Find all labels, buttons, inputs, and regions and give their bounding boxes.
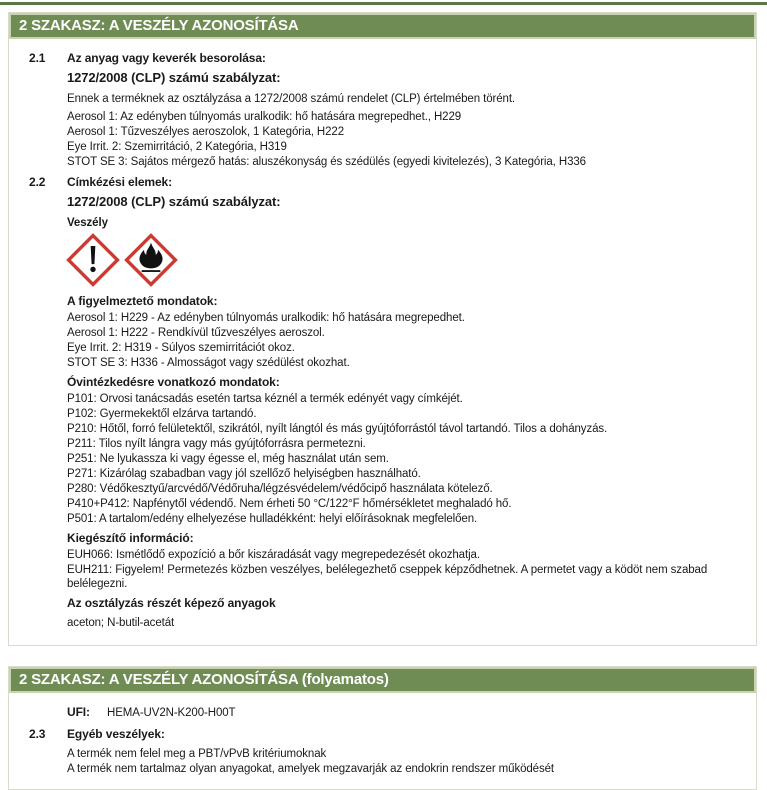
clp-regulation-subheading: 1272/2008 (CLP) számú szabályzat: <box>67 70 281 85</box>
clp-regulation-subheading: 1272/2008 (CLP) számú szabályzat: <box>67 194 281 209</box>
hazard-statement: Aerosol 1: H222 - Rendkívül tűzveszélyes aeroszol. <box>67 327 325 339</box>
subsection-number: 2.3 <box>29 727 46 741</box>
section-gap <box>0 646 767 659</box>
section-header-bar: 2 SZAKASZ: A VESZÉLY AZONOSÍTÁSA <box>9 13 756 39</box>
precautionary-statement: P251: Ne lyukassza ki vagy égesse el, még használat után sem. <box>67 453 389 465</box>
classification-intro: Ennek a terméknek az osztályzása a 1272/2008 számú rendelet (CLP) értelmében törént. <box>67 93 516 105</box>
classification-substances-heading: Az osztályzás részét képező anyagok <box>67 596 276 610</box>
ghs02-flame-icon <box>125 234 177 286</box>
classification-line: Eye Irrit. 2: Szemirritáció, 2 Kategória, H319 <box>67 141 287 153</box>
supplemental-statement: EUH211: Figyelem! Permetezés közben veszélyes, belélegezhető cseppek képződhetnek. A permetet vagy a ködöt nem szabad belélegezni. <box>67 564 708 590</box>
subsection-2-3-title: Egyéb veszélyek: <box>67 727 165 741</box>
other-hazard-line: A termék nem tartalmaz olyan anyagokat, amelyek megzavarják az endokrin rendszer működését <box>67 763 555 775</box>
section-2-hazard-identification <box>8 12 757 646</box>
hazard-statements-heading: A figyelmeztető mondatok: <box>67 294 218 308</box>
subsection-number: 2.1 <box>29 51 46 65</box>
page-top-rule <box>0 2 767 5</box>
precautionary-statement: P101: Orvosi tanácsadás esetén tartsa kéznél a termék edényét vagy címkéjét. <box>67 393 463 405</box>
classification-line: Aerosol 1: Tűzveszélyes aeroszolok, 1 Kategória, H222 <box>67 126 345 138</box>
classification-line: STOT SE 3: Sajátos mérgező hatás: aluszékonyság és szédülés (egyedi kivitelezés), 3 Kategória, H336 <box>67 156 586 168</box>
ufi-label: UFI: <box>67 705 90 719</box>
ufi-row <box>9 705 746 720</box>
subsection-2-3 <box>9 727 746 776</box>
precautionary-statement: P271: Kizárólag szabadban vagy jól szellőző helyiségben használható. <box>67 468 421 480</box>
precautionary-statement: P102: Gyermekektől elzárva tartandó. <box>67 408 257 420</box>
supplemental-statement: EUH066: Ismétlődő expozíció a bőr kiszáradását vagy megrepedezését okozhatja. <box>67 549 480 561</box>
hazard-statement: Aerosol 1: H229 - Az edényben túlnyomás uralkodik: hő hatására megrepedhet. <box>67 312 465 324</box>
ufi-value: HEMA-UV2N-K200-H00T <box>107 707 236 719</box>
section-1-content <box>9 39 756 645</box>
precautionary-statements-heading: Óvintézkedésre vonatkozó mondatok: <box>67 375 280 389</box>
precautionary-statement: P210: Hőtől, forró felületektől, szikrától, nyílt lángtól és más gyújtóforrástól távol tartandó. Tilos a dohányzás. <box>67 423 608 435</box>
subsection-2-2 <box>9 175 746 630</box>
precautionary-statement: P280: Védőkesztyű/arcvédő/Védőruha/légzésvédelem/védőcipő használata kötelező. <box>67 483 493 495</box>
subsection-number: 2.2 <box>29 175 46 189</box>
other-hazard-line: A termék nem felel meg a PBT/vPvB kritériumoknak <box>67 748 327 760</box>
hazard-statement: STOT SE 3: H336 - Almosságot vagy szédülést okozhat. <box>67 357 350 369</box>
classification-line: Aerosol 1: Az edényben túlnyomás uralkodik: hő hatására megrepedhet., H229 <box>67 111 462 123</box>
precautionary-statement: P410+P412: Napfénytől védendő. Nem érheti 50 °C/122°F hőmérsékletet meghaladó hő. <box>67 498 512 510</box>
hazard-statement: Eye Irrit. 2: H319 - Súlyos szemirritációt okoz. <box>67 342 295 354</box>
section-2-hazard-identification-continued <box>8 666 757 790</box>
ghs-pictogram-row <box>67 234 746 286</box>
supplemental-info-heading: Kiegészítő információ: <box>67 531 194 545</box>
classification-substances: aceton; N-butil-acetát <box>67 617 175 629</box>
ghs07-exclamation-mark-icon <box>67 234 119 286</box>
section-2-content <box>9 693 756 789</box>
subsection-2-2-title: Címkézési elemek: <box>67 175 173 189</box>
precautionary-statement: P211: Tilos nyílt lángra vagy más gyújtóforrásra permetezni. <box>67 438 366 450</box>
precautionary-statement: P501: A tartalom/edény elhelyezése hulladékként: helyi előírásoknak megfelelően. <box>67 513 478 525</box>
subsection-2-1 <box>9 51 746 169</box>
subsection-2-1-title: Az anyag vagy keverék besorolása: <box>67 51 266 65</box>
section-header-bar-continued: 2 SZAKASZ: A VESZÉLY AZONOSÍTÁSA (folyamatos) <box>9 667 756 693</box>
signal-word: Veszély <box>67 217 108 229</box>
